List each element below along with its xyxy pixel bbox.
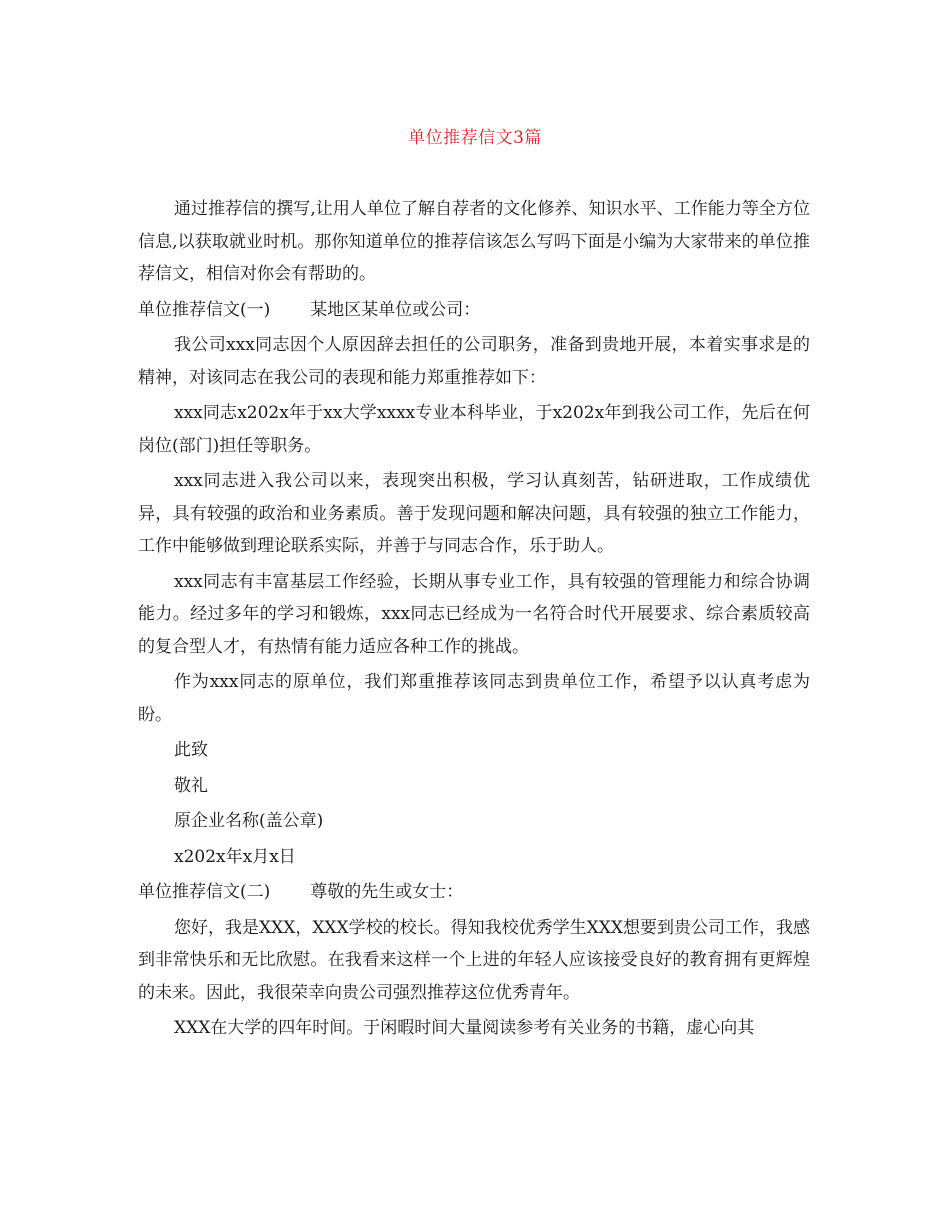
document-title: 单位推荐信文3篇 [408,128,542,148]
letter2-salutation: 尊敬的先生或女士： [310,882,464,902]
letter1-paragraph-5: 作为xxx同志的原单位，我们郑重推荐该同志到贵单位工作，希望予以认真考虑为盼。 [138,672,810,725]
letter1-paragraph-2: xxx同志x202x年于xx大学xxxx专业本科毕业，于x202x年到我公司工作，先后在何岗位(部门)担任等职务。 [138,403,810,456]
letter1-paragraph-3: xxx同志进入我公司以来，表现突出积极，学习认真刻苦，钻研进取，工作成绩优异，具有较强的政治和业务素质。善于发现问题和解决问题，具有较强的独立工作能力，工作中能够做到理论联系实际，并善于与同志合作，乐于助人。 [138,471,810,556]
letter1-heading: 单位推荐信文(一) [138,299,271,320]
letter1-closing-1: 此致 [174,740,208,760]
letter2-paragraph-1: 您好，我是XXX，XXX学校的校长。得知我校优秀学生XXX想要到贵公司工作，我感到非常快乐和无比欣慰。在我看来这样一个上进的年轻人应该接受良好的教育拥有更辉煌的未来。因此，我很荣幸向贵公司强烈推荐这位优秀青年。 [138,917,810,1003]
letter2-heading-line [138,876,810,909]
letter1-paragraph-4: xxx同志有丰富基层工作经验，长期从事专业工作，具有较强的管理能力和综合协调能力。经过多年的学习和锻炼，xxx同志已经成为一名符合时代开展要求、综合素质较高的复合型人才，有热情有能力适应各种工作的挑战。 [138,571,810,657]
letter2-paragraph-2: XXX在大学的四年时间。于闲暇时间大量阅读参考有关业务的书籍，虚心向其 [174,1018,755,1038]
letter1-paragraph-1: 我公司xxx同志因个人原因辞去担任的公司职务，准备到贵地开展，本着实事求是的精神，对该同志在我公司的表现和能力郑重推荐如下： [138,335,810,388]
letter2-heading: 单位推荐信文(二) [138,882,271,902]
letter1-date: x202x年x月x日 [174,846,296,867]
intro-paragraph: 通过推荐信的撰写,让用人单位了解自荐者的文化修养、知识水平、工作能力等全方位信息,以获取就业时机。那你知道单位的推荐信该怎么写吗下面是小编为大家带来的单位推荐信文，相信对你会有帮助的。 [138,199,810,284]
document-body [138,193,810,1048]
letter1-closing-2: 敬礼 [174,775,208,796]
letter1-signature: 原企业名称(盖公章) [174,811,324,831]
letter1-salutation: 某地区某单位或公司： [310,299,481,320]
letter1-heading-line [138,294,810,327]
